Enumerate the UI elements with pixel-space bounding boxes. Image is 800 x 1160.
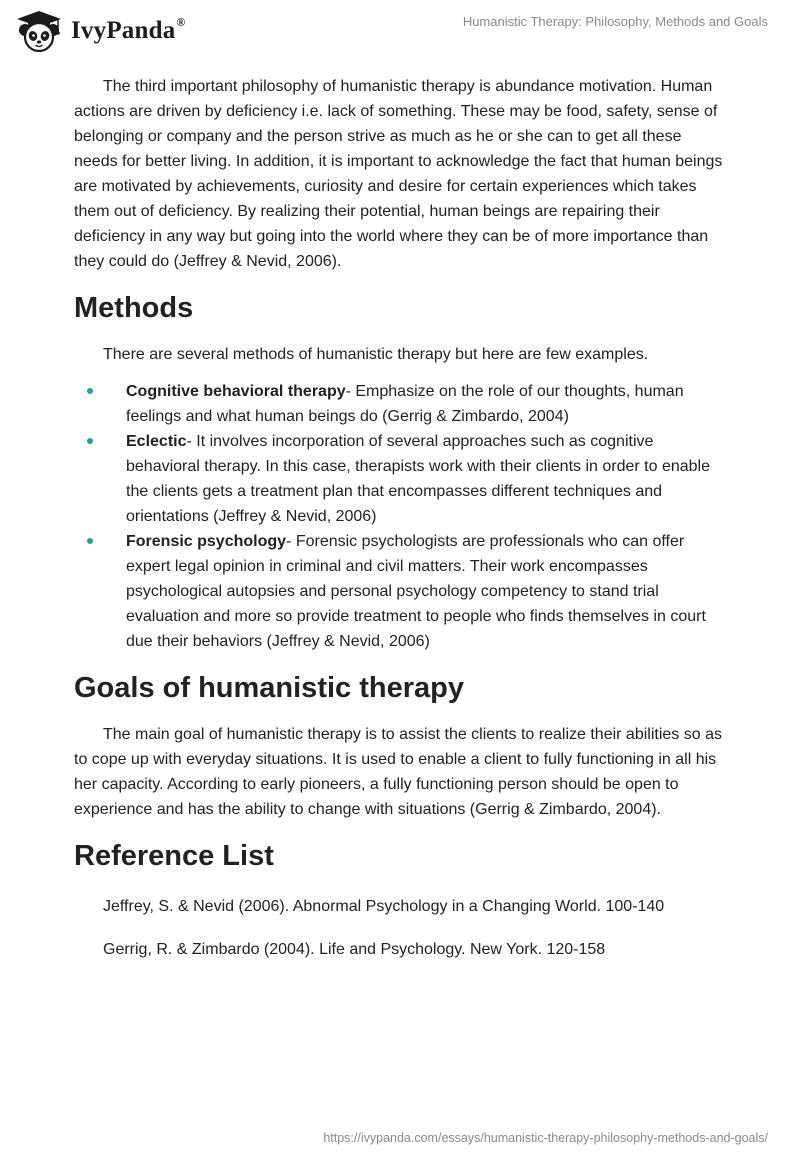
bullet-icon bbox=[87, 438, 93, 444]
registered-mark: ® bbox=[176, 14, 186, 29]
method-text: - It involves incorporation of several approaches such as cognitive behavioral therapy. In this case, therapists work with their clients in order to enable the clients gets a treatment plan that encompasses different techniques and orientations (Jeffrey & Nevid, 2006) bbox=[126, 433, 710, 525]
goals-heading: Goals of humanistic therapy bbox=[74, 672, 464, 704]
intro-paragraph: The third important philosophy of humanistic therapy is abundance motivation. Human actions are driven by deficiency i.e. lack of something. These may be food, safety, sense of belonging or company and the person strive as much as he or she can to get all these needs for better living. In addition, it is important to acknowledge the fact that human beings are motivated by achievements, curiosity and desire for certain experiences which takes them out of deficiency. By realizing their potential, human beings are repairing their deficiency in any way but going into the world where they can be of more importance than they could do (Jeffrey & Nevid, 2006). bbox=[74, 78, 723, 270]
panda-graduate-icon bbox=[14, 10, 64, 52]
brand-logo[interactable] bbox=[14, 10, 186, 52]
references-heading: Reference List bbox=[74, 840, 274, 872]
methods-heading: Methods bbox=[74, 292, 194, 324]
list-item bbox=[74, 379, 724, 429]
method-term: Forensic psychology bbox=[126, 533, 287, 550]
method-term: Eclectic bbox=[126, 433, 187, 450]
document-title: Humanistic Therapy: Philosophy, Methods and Goals bbox=[462, 14, 768, 29]
page-header bbox=[0, 0, 800, 60]
bullet-icon bbox=[87, 538, 93, 544]
brand-name: IvyPanda® bbox=[71, 14, 186, 44]
list-item bbox=[74, 529, 724, 654]
bullet-icon bbox=[87, 388, 93, 394]
reference-item: Jeffrey, S. & Nevid (2006). Abnormal Psychology in a Changing World. 100-140 bbox=[103, 898, 665, 915]
reference-item: Gerrig, R. & Zimbardo (2004). Life and Psychology. New York. 120-158 bbox=[103, 941, 606, 958]
method-text: - Emphasize on the role of our thoughts, human feelings and what human beings do (Gerrig & Zimbardo, 2004) bbox=[126, 383, 684, 425]
methods-intro: There are several methods of humanistic therapy but here are few examples. bbox=[103, 346, 649, 363]
methods-list bbox=[74, 379, 724, 654]
source-url[interactable]: https://ivypanda.com/essays/humanistic-therapy-philosophy-methods-and-goals/ bbox=[323, 1131, 768, 1145]
method-text: - Forensic psychologists are professionals who can offer expert legal opinion in criminal and civil matters. Their work encompasses psychological autopsies and personal psychology competency to stand trial evaluation and more so provide treatment to people who finds themselves in court due their behaviors (Jeffrey & Nevid, 2006) bbox=[126, 533, 706, 650]
essay-content bbox=[74, 74, 724, 980]
method-term: Cognitive behavioral therapy bbox=[126, 383, 346, 400]
goals-paragraph: The main goal of humanistic therapy is to assist the clients to realize their abilities so as to cope up with everyday situations. It is used to enable a client to fully functioning in all his her capacity. According to early pioneers, a fully functioning person should be open to experience and has the ability to change with situations (Gerrig & Zimbardo, 2004). bbox=[74, 726, 722, 818]
list-item bbox=[74, 429, 724, 529]
